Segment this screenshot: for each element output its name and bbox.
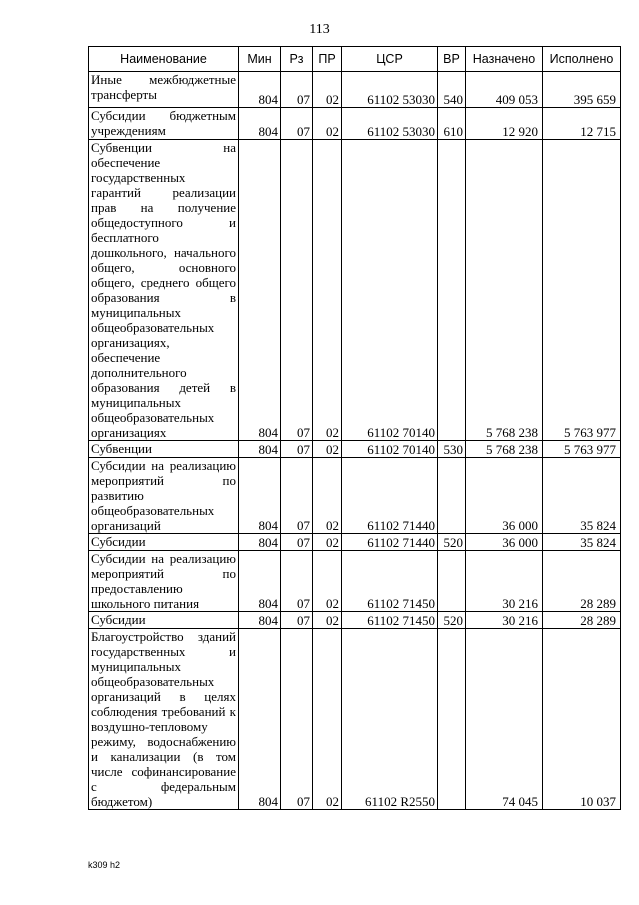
row-csr: 61102 70140 bbox=[342, 441, 438, 458]
row-vr: 520 bbox=[438, 612, 466, 629]
row-assigned: 36 000 bbox=[466, 534, 543, 551]
table-row bbox=[89, 441, 621, 458]
row-assigned: 74 045 bbox=[466, 629, 543, 810]
row-name: Субсидии bbox=[89, 534, 239, 551]
header-name: Наименование bbox=[89, 47, 239, 72]
table-row bbox=[89, 140, 621, 441]
row-name: Субсидии bbox=[89, 612, 239, 629]
table-row bbox=[89, 551, 621, 612]
table-row bbox=[89, 612, 621, 629]
row-min: 804 bbox=[239, 72, 281, 108]
header-pr: ПР bbox=[313, 47, 342, 72]
row-vr: 540 bbox=[438, 72, 466, 108]
header-assigned: Назначено bbox=[466, 47, 543, 72]
row-min: 804 bbox=[239, 441, 281, 458]
row-csr: 61102 71440 bbox=[342, 458, 438, 534]
row-pr: 02 bbox=[313, 140, 342, 441]
row-assigned: 409 053 bbox=[466, 72, 543, 108]
row-name: Иные межбюджетные трансферты bbox=[89, 72, 239, 108]
row-assigned: 30 216 bbox=[466, 551, 543, 612]
row-csr: 61102 70140 bbox=[342, 140, 438, 441]
table-row bbox=[89, 534, 621, 551]
row-executed: 35 824 bbox=[543, 458, 621, 534]
row-assigned: 5 768 238 bbox=[466, 441, 543, 458]
row-rz: 07 bbox=[281, 140, 313, 441]
row-pr: 02 bbox=[313, 612, 342, 629]
row-rz: 07 bbox=[281, 551, 313, 612]
row-executed: 35 824 bbox=[543, 534, 621, 551]
table-row bbox=[89, 458, 621, 534]
row-pr: 02 bbox=[313, 72, 342, 108]
row-min: 804 bbox=[239, 458, 281, 534]
row-pr: 02 bbox=[313, 441, 342, 458]
row-rz: 07 bbox=[281, 458, 313, 534]
header-csr: ЦСР bbox=[342, 47, 438, 72]
row-assigned: 36 000 bbox=[466, 458, 543, 534]
row-executed: 10 037 bbox=[543, 629, 621, 810]
row-vr: 610 bbox=[438, 108, 466, 140]
page-number: 113 bbox=[309, 22, 330, 37]
row-rz: 07 bbox=[281, 612, 313, 629]
row-rz: 07 bbox=[281, 72, 313, 108]
footer-code: k309 h2 bbox=[88, 860, 121, 870]
row-vr bbox=[438, 140, 466, 441]
budget-table bbox=[88, 46, 621, 810]
row-name: Субвенции на обеспечение государственных гарантий реализации прав на получение общедоступного и бесплатного дошкольного, начального общего, основного общего, среднего общего образования в муниципальных общеобразовательных организациях, обеспечение дополнительного образования детей в муниципальных общеобразовательных организациях bbox=[89, 140, 239, 441]
row-rz: 07 bbox=[281, 629, 313, 810]
row-executed: 28 289 bbox=[543, 612, 621, 629]
row-assigned: 30 216 bbox=[466, 612, 543, 629]
table-row bbox=[89, 629, 621, 810]
table-row bbox=[89, 108, 621, 140]
row-csr: 61102 71450 bbox=[342, 551, 438, 612]
row-name: Благоустройство зданий государственных и муниципальных общеобразовательных организаций в целях соблюдения требований к воздушно-тепловому режиму, водоснабжению и канализации (в том числе софинансирование с федеральным бюджетом) bbox=[89, 629, 239, 810]
table-header-row bbox=[89, 47, 621, 72]
table-row bbox=[89, 72, 621, 108]
row-csr: 61102 71450 bbox=[342, 612, 438, 629]
row-pr: 02 bbox=[313, 629, 342, 810]
row-min: 804 bbox=[239, 108, 281, 140]
row-executed: 5 763 977 bbox=[543, 441, 621, 458]
row-pr: 02 bbox=[313, 108, 342, 140]
row-vr bbox=[438, 629, 466, 810]
header-vr: ВР bbox=[438, 47, 466, 72]
row-vr: 530 bbox=[438, 441, 466, 458]
header-min: Мин bbox=[239, 47, 281, 72]
row-name: Субсидии на реализацию мероприятий по предоставлению школьного питания bbox=[89, 551, 239, 612]
row-min: 804 bbox=[239, 551, 281, 612]
row-min: 804 bbox=[239, 140, 281, 441]
row-vr bbox=[438, 458, 466, 534]
row-name: Субсидии бюджетным учреждениям bbox=[89, 108, 239, 140]
row-rz: 07 bbox=[281, 108, 313, 140]
row-assigned: 12 920 bbox=[466, 108, 543, 140]
row-rz: 07 bbox=[281, 441, 313, 458]
row-executed: 28 289 bbox=[543, 551, 621, 612]
header-executed: Исполнено bbox=[543, 47, 621, 72]
row-pr: 02 bbox=[313, 534, 342, 551]
header-rz: Рз bbox=[281, 47, 313, 72]
row-executed: 12 715 bbox=[543, 108, 621, 140]
row-csr: 61102 53030 bbox=[342, 108, 438, 140]
row-executed: 395 659 bbox=[543, 72, 621, 108]
row-pr: 02 bbox=[313, 458, 342, 534]
row-csr: 61102 R2550 bbox=[342, 629, 438, 810]
row-name: Субсидии на реализацию мероприятий по развитию общеобразовательных организаций bbox=[89, 458, 239, 534]
row-vr: 520 bbox=[438, 534, 466, 551]
row-pr: 02 bbox=[313, 551, 342, 612]
row-csr: 61102 53030 bbox=[342, 72, 438, 108]
row-min: 804 bbox=[239, 534, 281, 551]
row-vr bbox=[438, 551, 466, 612]
row-assigned: 5 768 238 bbox=[466, 140, 543, 441]
row-min: 804 bbox=[239, 612, 281, 629]
row-csr: 61102 71440 bbox=[342, 534, 438, 551]
row-name: Субвенции bbox=[89, 441, 239, 458]
row-min: 804 bbox=[239, 629, 281, 810]
row-rz: 07 bbox=[281, 534, 313, 551]
row-executed: 5 763 977 bbox=[543, 140, 621, 441]
